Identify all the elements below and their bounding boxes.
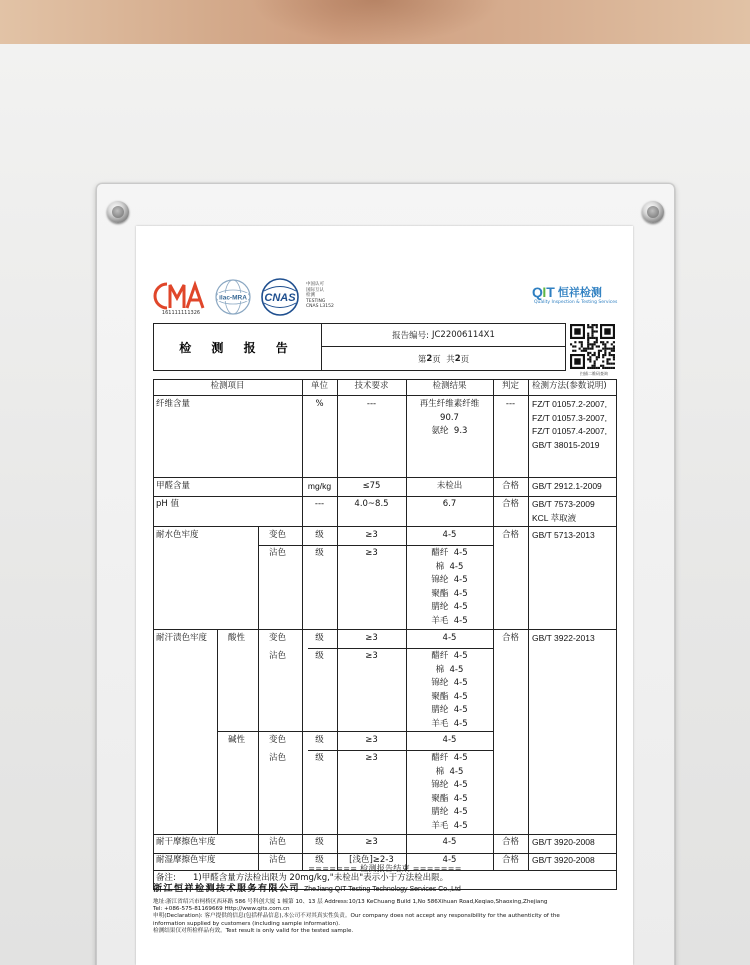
qit-subtitle: Quality Inspection & Testing Services xyxy=(534,300,618,305)
row-sweat-acid-req-1: ≥3 xyxy=(365,633,378,643)
row-dry-rub-result: 4-5 xyxy=(442,837,457,847)
footer-address: 地址:浙江省绍兴市柯桥区西环路 586 号科创大厦 1 幢第 10、13 层 Address:10/13 KeChuang Build 1,No 586Xihuan Road,Keqiao,Shaoxing,Zhejiang xyxy=(153,899,548,905)
row-fiber-result: 再生纤维素纤维 90.7 氨纶 9.3 xyxy=(419,399,480,437)
row-ph-req: 4.0~8.5 xyxy=(354,499,389,509)
row-fiber-method: FZ/T 01057.2-2007, FZ/T 01057.3-2007, FZ/T 01057.4-2007, GB/T 38015-2019 xyxy=(532,399,607,450)
report-number: 报告编号: JC22006114X1 xyxy=(322,324,565,347)
row-sweat-item: 耐汗渍色牢度 xyxy=(156,633,208,643)
row-water-sub-stain: 沾色 xyxy=(269,548,287,558)
cnas-logo-icon xyxy=(256,278,304,316)
company-name-en: ZheJiang QIT Testing Technology Services Co.,Ltd xyxy=(304,886,461,893)
report-title: 检 测 报 告 xyxy=(154,324,322,370)
row-formaldehyde-req: ≤75 xyxy=(362,481,381,491)
row-water-result-1: 4-5 xyxy=(442,530,457,540)
row-fiber-verdict: --- xyxy=(505,399,516,409)
row-sweat-alkali-result-2: 醋纤 4-5 棉 4-5 锦纶 4-5 聚酯 4-5 腈纶 4-5 羊毛 4-5 xyxy=(431,753,468,831)
row-dry-rub-unit: 级 xyxy=(315,837,324,847)
qit-letter-q: Q xyxy=(532,284,543,300)
row-wet-rub-req: [浅色]≥2-3 xyxy=(349,855,394,865)
cnas-caption: 中国认可 国际互认 检测 TESTING CNAS L3152 xyxy=(306,282,334,310)
qr-code-icon xyxy=(570,324,615,369)
row-formaldehyde-verdict: 合格 xyxy=(501,481,519,491)
report-title-block xyxy=(153,323,566,371)
row-sweat-acid-sub-stain: 沾色 xyxy=(269,651,287,661)
row-sweat-alkali-result-1: 4-5 xyxy=(442,735,457,745)
screw-left-icon xyxy=(107,201,129,223)
row-formaldehyde-method: GB/T 2912.1-2009 xyxy=(532,481,602,491)
qit-chinese-name: 恒祥检测 xyxy=(557,286,602,299)
footer-declaration: 申明(Declaration): 客户提供的信息(包括样品信息),本公司不对其真实性负责。Our company does not accept any responsibility for the authenticity of the xyxy=(153,913,560,920)
row-sweat-alkali-sub-change: 变色 xyxy=(269,735,287,745)
row-dry-rub-verdict: 合格 xyxy=(501,837,519,847)
company-name: 浙江恒祥检测技术服务有限公司 ZheJiang QIT Testing Technology Services Co.,Ltd xyxy=(153,884,461,894)
row-ph-verdict: 合格 xyxy=(501,499,519,509)
qit-logo xyxy=(532,284,617,305)
header-requirement: 技术要求 xyxy=(354,381,389,391)
page-indicator: 第 2 页 共 2 页 xyxy=(417,353,470,365)
row-ph-item: pH 值 xyxy=(156,499,179,509)
row-ph-unit: --- xyxy=(314,499,325,509)
row-water-verdict: 合格 xyxy=(501,530,519,540)
row-dry-rub-item: 耐干摩擦色牢度 xyxy=(156,837,216,847)
row-formaldehyde-item: 甲醛含量 xyxy=(156,481,191,491)
header-item: 检测项目 xyxy=(210,381,245,391)
row-water-req-2: ≥3 xyxy=(365,548,378,558)
row-wet-rub-item: 耐湿摩擦色牢度 xyxy=(156,855,216,865)
row-sweat-alkali-req-1: ≥3 xyxy=(365,735,378,745)
screw-right-icon xyxy=(642,201,664,223)
row-water-result-2: 醋纤 4-5 棉 4-5 锦纶 4-5 聚酯 4-5 腈纶 4-5 羊毛 4-5 xyxy=(431,548,468,626)
row-fiber-item: 纤维含量 xyxy=(156,399,191,409)
row-sweat-acid: 酸性 xyxy=(228,633,246,643)
row-sweat-alkali-sub-stain: 沾色 xyxy=(269,753,287,763)
footer-declaration-2: information supplied by customers (including sample information). xyxy=(153,920,340,927)
header-method: 检测方法(参数说明) xyxy=(532,381,607,391)
row-sweat-alkali-unit-1: 级 xyxy=(315,735,324,745)
row-water-unit-1: 级 xyxy=(315,530,324,540)
row-wet-rub-verdict: 合格 xyxy=(501,855,519,865)
test-report-paper xyxy=(136,226,633,965)
row-wet-rub-method: GB/T 3920-2008 xyxy=(532,855,595,865)
cma-number: 161111111326 xyxy=(161,310,201,316)
row-ph-method: GB/T 7573-2009 KCL 萃取液 xyxy=(532,499,595,523)
top-banner xyxy=(0,0,750,44)
row-dry-rub-sub: 沾色 xyxy=(269,837,287,847)
row-formaldehyde-result: 未检出 xyxy=(436,481,463,491)
row-dry-rub-method: GB/T 3920-2008 xyxy=(532,837,595,847)
row-sweat-alkali-unit-2: 级 xyxy=(315,753,324,763)
row-sweat-verdict: 合格 xyxy=(501,633,519,643)
row-water-unit-2: 级 xyxy=(315,548,324,558)
row-sweat-acid-sub-change: 变色 xyxy=(269,633,287,643)
header-unit: 单位 xyxy=(310,381,328,391)
row-sweat-alkali-req-2: ≥3 xyxy=(365,753,378,763)
row-ph-result: 6.7 xyxy=(442,499,457,509)
note-text: 1)甲醛含量方法检出限为 20mg/kg,"未检出"表示小于方法检出限。 xyxy=(193,873,449,883)
row-water-method: GB/T 5713-2013 xyxy=(532,530,595,540)
row-fiber-unit: % xyxy=(315,399,324,409)
header-result: 检测结果 xyxy=(432,381,467,391)
note-label: 备注: xyxy=(156,873,176,883)
row-sweat-acid-result-1: 4-5 xyxy=(442,633,457,643)
cnas-text: CNAS xyxy=(264,292,296,304)
footer-contact: Tel: +086-575-81169669 Http://www.qits.com.cn xyxy=(153,906,290,913)
report-end-marker: ======= 检测报告结束 ======= xyxy=(308,864,462,873)
report-footer xyxy=(153,881,623,935)
qit-letter-t: T xyxy=(546,284,555,300)
row-water-req-1: ≥3 xyxy=(365,530,378,540)
row-dry-rub-req: ≥3 xyxy=(365,837,378,847)
row-formaldehyde-unit: mg/kg xyxy=(307,481,332,491)
row-water-sub-change: 变色 xyxy=(269,530,287,540)
qit-letter-i: I xyxy=(542,284,547,300)
row-wet-rub-unit: 级 xyxy=(315,855,324,865)
footer-validity: 检测结果仅对所检样品有效。Test result is only valid for the tested sample. xyxy=(153,927,354,934)
row-sweat-method: GB/T 3922-2013 xyxy=(532,633,595,643)
header-verdict: 判定 xyxy=(501,381,519,391)
ilac-mra-logo-icon xyxy=(212,278,254,316)
row-fiber-req: --- xyxy=(366,399,377,409)
ilac-text: ilac-MRA xyxy=(219,294,247,302)
row-wet-rub-sub: 沾色 xyxy=(269,855,287,865)
row-sweat-acid-unit-2: 级 xyxy=(315,651,324,661)
row-water-item: 耐水色牢度 xyxy=(156,530,199,540)
row-wet-rub-result: 4-5 xyxy=(442,855,457,865)
qr-caption: 扫描二维码查询 xyxy=(580,371,608,376)
row-sweat-alkali: 碱性 xyxy=(228,735,246,745)
row-sweat-acid-unit-1: 级 xyxy=(315,633,324,643)
row-sweat-acid-req-2: ≥3 xyxy=(365,651,378,661)
row-sweat-acid-result-2: 醋纤 4-5 棉 4-5 锦纶 4-5 聚酯 4-5 腈纶 4-5 羊毛 4-5 xyxy=(431,651,468,729)
